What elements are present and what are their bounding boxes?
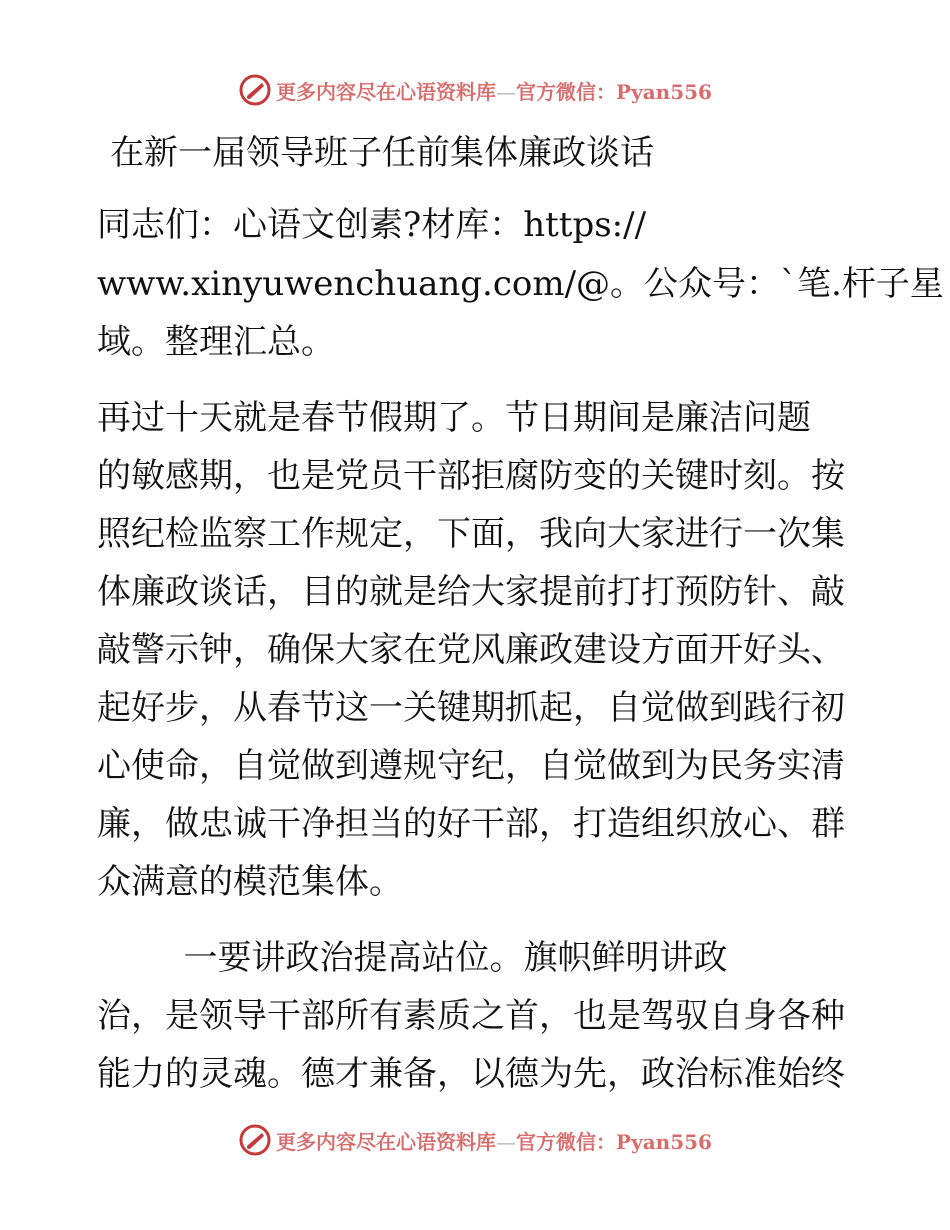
text-line: 照纪检监察工作规定，下面，我向大家进行一次集 [97,514,845,554]
text-line: 廉，做忠诚干净担当的好干部，打造组织放心、群 [97,804,845,844]
banner-dash: — [496,79,517,104]
banner-text [276,1126,712,1155]
text-line: 体廉政谈话，目的就是给大家提前打打预防针、敲 [97,572,845,612]
banner-wechat-id: Pyan556 [616,1129,712,1154]
text-line: 一要讲政治提高站位。旗帜鲜明讲政 [97,938,728,978]
banner-wechat-label: 官方微信： [516,79,617,104]
banner-wechat-id: Pyan556 [616,79,712,104]
footer-watermark-banner [0,1120,950,1160]
banner-main-text: 更多内容尽在心语资料库 [276,1129,497,1154]
text-line: 起好步，从春节这一关键期抓起，自觉做到践行初 [97,688,845,728]
text-line: 众满意的模范集体。 [97,862,403,902]
text-line: 域。整理汇总。 [97,322,335,362]
banner-text [276,76,712,105]
header-watermark-banner [0,70,950,110]
text-line: 治，是领导干部所有素质之首，也是驾驭自身各种 [97,996,845,1036]
text-line: 的敏感期，也是党员干部拒腐防变的关键时刻。按 [97,456,845,496]
text-line: 再过十天就是春节假期了。节日期间是廉洁问题 [97,398,811,438]
banner-dash: — [496,1129,517,1154]
text-line: 心使命，自觉做到遵规守纪，自觉做到为民务实清 [97,746,845,786]
text-line: 敲警示钟，确保大家在党风廉政建设方面开好头、 [97,630,845,670]
text-line: 能力的灵魂。德才兼备，以德为先，政治标准始终 [97,1054,845,1094]
text-line: www.xinyuwenchuang.com/@。公众号：`笔.杆子星 [97,264,944,304]
logo-icon [238,73,272,107]
banner-main-text: 更多内容尽在心语资料库 [276,79,497,104]
text-line: 同志们：心语文创素?材库：https:// [97,205,647,245]
logo-icon [238,1123,272,1157]
document-title: 在新一届领导班子任前集体廉政谈话 [110,133,654,173]
banner-wechat-label: 官方微信： [516,1129,617,1154]
